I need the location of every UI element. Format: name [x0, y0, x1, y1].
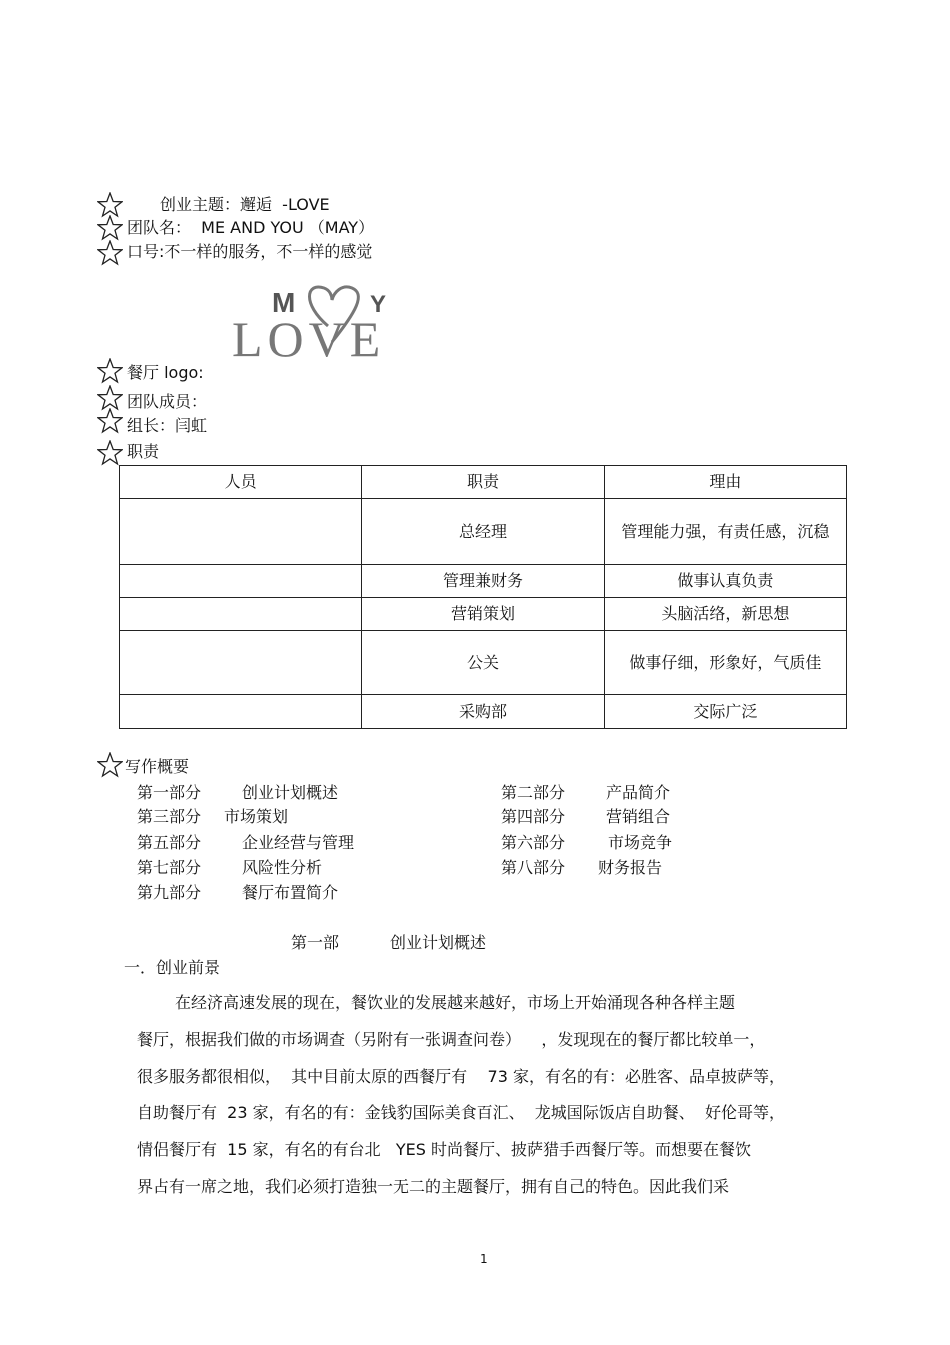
logo-letter-y: Y	[370, 291, 387, 318]
toc-name: 市场竞争	[608, 833, 673, 852]
duty-cell: 管理兼财务	[362, 565, 604, 598]
restaurant-logo	[232, 280, 397, 362]
toc-part: 第四部分	[501, 807, 566, 826]
paragraph-line: 情侣餐厅有 15 家，有名的有台北 YES 时尚餐厅、披萨猎手西餐厅等。而想要在餐饮	[137, 1140, 752, 1159]
toc-part: 第六部分	[501, 833, 566, 852]
table-header-row	[120, 466, 847, 499]
reason-cell: 交际广泛	[604, 695, 846, 729]
toc-part: 第二部分	[501, 783, 566, 802]
table-header-cell: 理由	[604, 466, 846, 499]
table-row	[120, 499, 847, 565]
table-header-cell: 人员	[120, 466, 362, 499]
star-bullet-icon	[97, 408, 123, 434]
section-heading-part: 第一部	[291, 933, 340, 952]
team-name-line: 团队名： ME AND YOU （MAY）	[127, 218, 375, 237]
star-bullet-icon	[97, 215, 123, 241]
paragraph-line: 自助餐厅有 23 家，有名的有：金钱豹国际美食百汇、 龙城国际饭店自助餐、 好伦哥等，	[137, 1103, 785, 1122]
table-row	[120, 565, 847, 598]
toc-part: 第五部分	[137, 833, 202, 852]
table-row	[120, 598, 847, 631]
paragraph-line: 很多服务都很相似， 其中目前太原的西餐厅有 73 家，有名的有：必胜客、品卓披萨等，	[137, 1067, 785, 1086]
logo-letter-m: M	[272, 287, 296, 318]
duty-cell: 营销策划	[362, 598, 604, 631]
theme-line: 创业主题：邂逅 -LOVE	[160, 195, 330, 214]
duties-table	[119, 465, 847, 729]
duty-cell: 公关	[362, 631, 604, 695]
page-number: 1	[480, 1252, 488, 1266]
person-cell	[120, 695, 362, 729]
table-row	[120, 631, 847, 695]
leader-line: 组长：闫虹	[127, 416, 208, 435]
toc-name: 企业经营与管理	[242, 833, 355, 852]
toc-part: 第九部分	[137, 883, 202, 902]
person-cell	[120, 631, 362, 695]
toc-name: 财务报告	[598, 858, 663, 877]
toc-name: 餐厅布置简介	[242, 883, 339, 902]
outline-title: 写作概要	[125, 757, 190, 776]
members-label: 团队成员：	[127, 392, 208, 411]
star-bullet-icon	[97, 358, 123, 384]
logo-label: 餐厅 logo:	[127, 363, 204, 382]
star-bullet-icon	[97, 240, 123, 266]
star-bullet-icon	[97, 440, 123, 466]
toc-name: 营销组合	[606, 807, 671, 826]
duty-cell: 采购部	[362, 695, 604, 729]
duty-cell: 总经理	[362, 499, 604, 565]
table-row	[120, 695, 847, 729]
logo-word-love: LOVE	[232, 311, 386, 362]
person-cell	[120, 499, 362, 565]
table-header-cell: 职责	[362, 466, 604, 499]
person-cell	[120, 565, 362, 598]
toc-part: 第八部分	[501, 858, 566, 877]
duties-label: 职责	[127, 442, 160, 461]
toc-name: 产品简介	[606, 783, 671, 802]
toc-part: 第一部分	[137, 783, 202, 802]
section-heading-title: 创业计划概述	[390, 933, 487, 952]
reason-cell: 做事仔细，形象好，气质佳	[604, 631, 846, 695]
paragraph-line: 餐厅，根据我们做的市场调查（另附有一张调查问卷） ，发现现在的餐厅都比较单一，	[137, 1030, 766, 1049]
reason-cell: 管理能力强，有责任感，沉稳	[604, 499, 846, 565]
reason-cell: 头脑活络，新思想	[604, 598, 846, 631]
toc-name: 风险性分析	[242, 858, 323, 877]
section-subheading: 一．创业前景	[124, 958, 221, 977]
person-cell	[120, 598, 362, 631]
paragraph-line: 在经济高速发展的现在，餐饮业的发展越来越好，市场上开始涌现各种各样主题	[175, 993, 736, 1012]
toc-name: 创业计划概述	[242, 783, 339, 802]
slogan-line: 口号:不一样的服务，不一样的感觉	[127, 242, 373, 261]
toc-name: 市场策划	[224, 807, 289, 826]
star-bullet-icon	[97, 752, 123, 778]
reason-cell: 做事认真负责	[604, 565, 846, 598]
toc-part: 第七部分	[137, 858, 202, 877]
toc-part: 第三部分	[137, 807, 202, 826]
paragraph-line: 界占有一席之地，我们必须打造独一无二的主题餐厅，拥有自己的特色。因此我们采	[137, 1177, 730, 1196]
